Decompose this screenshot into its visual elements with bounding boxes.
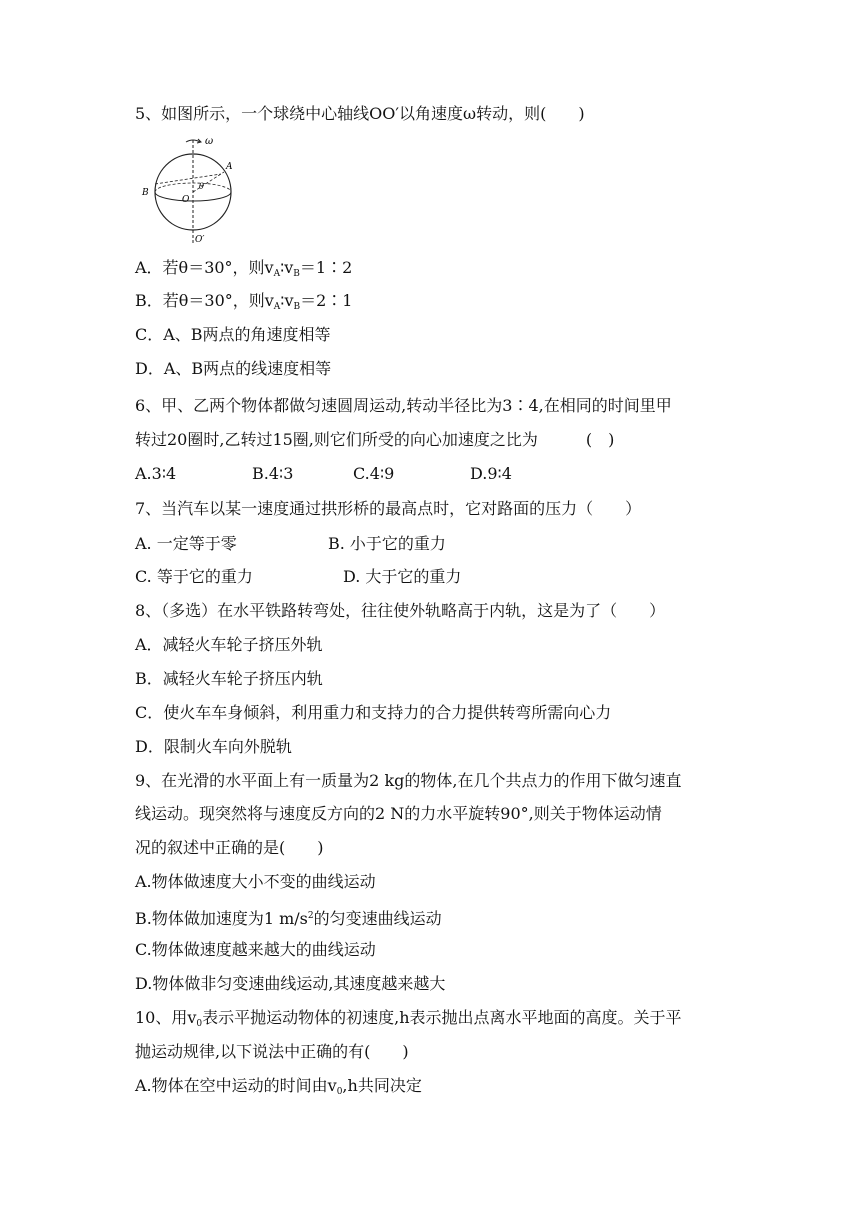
q7-options-row2 [135, 566, 461, 588]
omega-label: ω [205, 136, 214, 147]
rotating-sphere-figure [138, 136, 248, 248]
q6-option-a: A.3∶4 [135, 464, 177, 483]
q7-stem: 7、当汽车以某一速度通过拱形桥的最高点时，它对路面的压力（ ） [135, 499, 642, 518]
q6-options [135, 463, 512, 485]
q9-option-c: C.物体做速度越来越大的曲线运动 [135, 940, 376, 959]
q10-stem-line2: 抛运动规律,以下说法中正确的有( ) [135, 1042, 409, 1061]
q9-stem-line1: 9、在光滑的水平面上有一质量为2 kg的物体,在几个共点力的作用下做匀速直 [135, 771, 682, 790]
q6-option-d: D.9∶4 [470, 464, 512, 483]
point-b-label: B [142, 188, 149, 198]
q9-option-d: D.物体做非匀变速曲线运动,其速度越来越大 [135, 974, 446, 993]
q9-option-a: A.物体做速度大小不变的曲线运动 [135, 872, 376, 891]
q6-option-b: B.4∶3 [252, 464, 294, 483]
q9-stem-line2: 线运动。现突然将与速度反方向的2 N的力水平旋转90°,则关于物体运动情 [135, 804, 662, 823]
q8-option-a: A．减轻火车轮子挤压外轨 [135, 635, 323, 654]
q8-stem: 8、（多选）在水平铁路转弯处，往往使外轨略高于内轨，这是为了（ ） [135, 601, 666, 620]
q8-option-c: C．使火车车身倾斜，利用重力和支持力的合力提供转弯所需向心力 [135, 703, 612, 722]
q5-option-c: C．A、B两点的角速度相等 [135, 325, 331, 344]
q9-stem-line3: 况的叙述中正确的是( ) [135, 838, 324, 857]
q8-option-d: D．限制火车向外脱轨 [135, 737, 292, 756]
q7-option-d: D. 大于它的重力 [343, 567, 462, 586]
q6-option-c: C.4∶9 [353, 464, 395, 483]
q6-stem-line1: 6、甲、乙两个物体都做匀速圆周运动,转动半径比为3∶4,在相同的时间里甲 [135, 396, 672, 415]
o-prime-label: O′ [195, 235, 205, 245]
q6-stem-line2: 转过20圈时,乙转过15圈,则它们所受的向心加速度之比为 ( ) [135, 430, 615, 449]
q8-option-b: B．减轻火车轮子挤压内轨 [135, 669, 323, 688]
q7-options-row1 [135, 533, 446, 555]
q5-option-a: A．若θ＝30°，则$v_A∶v_B=1∶2$ [135, 258, 353, 279]
q9-option-b: B.物体做加速度为1 $m/s^2$的匀变速曲线运动 [135, 909, 442, 928]
q7-option-a: A. 一定等于零 [135, 534, 237, 553]
theta-label: θ [199, 182, 204, 191]
point-a-label: A [226, 162, 233, 172]
q5-stem: 5、如图所示，一个球绕中心轴线OO′以角速度ω转动，则( ) [135, 104, 585, 123]
q5-option-b: B．若θ＝30°，则$v_A∶v_B=2∶1$ [135, 291, 353, 312]
q10-option-a: A.物体在空中运动的时间由$v_0,h$共同决定 [135, 1076, 422, 1097]
q10-stem-line1: 10、用$v_0$表示平抛运动物体的初速度,h表示抛出点离水平地面的高度。关于平 [135, 1008, 682, 1029]
q7-option-c: C. 等于它的重力 [135, 567, 253, 586]
q5-option-d: D．A、B两点的线速度相等 [135, 359, 332, 378]
center-o-label: O [182, 195, 190, 205]
q7-option-b: B. 小于它的重力 [328, 534, 446, 553]
